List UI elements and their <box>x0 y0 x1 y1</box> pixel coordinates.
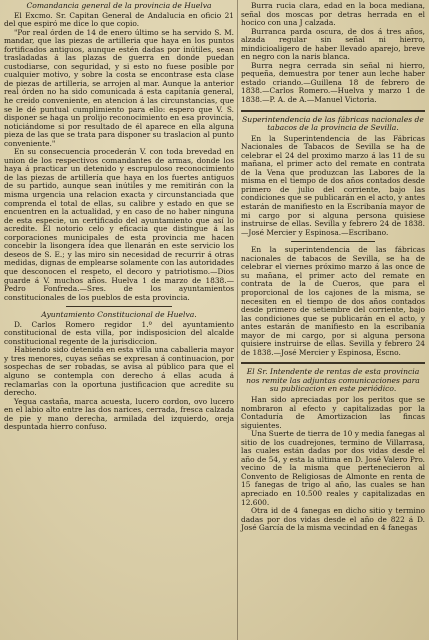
paragraph: En su consecuencia procederán V. con toda brevedad en union de los respectivos comandantes de armas, donde los haya á practicar un detenido y escrupuloso reconocimiento de las piezas de artillería que haya en los fuertes antiguos de su partido, aunque sean inútiles y me remitirán con la misma urgencia una relacion exacta y circunstanciada que comprenda el total de ellas, su calibre y estado en que se encuentren en la actualidad, y en caso de no haber ninguna de esta especie, un certificado del ayuntamiento que así lo acredite. El notorio celo y eficacia que distingue á las corporaciones municipales de esta provincia me hacen concebir la lisongera idea que llenarán en este servicio los deseos de S. E.; y las miro sin necesidad de recurrir á otras medidas, dignas de emplearse solamente con las autoridades que desconocen el respeto, el decoro y patriotismo.—Dios guarde á V. muchos años. Huelva 1 de marzo de 1838.—Pedro Fonfreda.—Sres. de los ayuntamientos constitucionales de los pueblos de esta provincia. <box>4 147 234 302</box>
paragraph: El Excmo. Sr. Capitan General de Andalucia en oficio 21 del que espiró me dice lo que copio. <box>4 10 234 29</box>
paragraph: D. Carlos Romero regidor 1.º del ayuntamiento constitucional de esta villa, por indisposicion del alcalde constitucional regente de la jurisdiccion. <box>4 319 234 346</box>
paragraph: Habiendo sido detenida en esta villa una caballeria mayor y tres menores, cuyas señas se expresan á continuacion, por sospechas de ser robadas, se avisa al público para que el alguno se contempla con derecho á ellas acuda á reclamarlas con la oportuna justificacion que acredite su derecho. <box>4 345 234 398</box>
left-column <box>4 2 234 432</box>
section-heading-intendente: El Sr. Intendente de rentas de esta provincia nos remite las adjuntas comunicaciones para su publicacion en este periódico. <box>246 367 420 394</box>
section-heading-tabacos: Superintendencia de las fábricas nacionales de tabacos de la provincia de Sevilla. <box>242 114 424 133</box>
paragraph: Otra id de 4 fanegas en dicho sitio y termino dadas por dos vidas desde el año de 822 á D. José García de la misma vecindad en 4 fanegas <box>241 506 425 533</box>
column-divider <box>237 0 238 640</box>
separator <box>291 241 376 242</box>
paragraph: Han sido apreciadas por los peritos que se nombraron al efecto y capitalizadas por la Contaduría de Amortizacion las fincas siguientes. <box>241 394 425 430</box>
paragraph: En la superintendencia de las fábricas nacionales de tabacos de Sevilla, se ha de celebrar el viernes próximo marzo á las once de su mañana, el primer acto del remate en contrata de la de Cueros, que para el proporcional de los cajones de la misma, se necesiten en el tiempo de dos años contados desde primero de setiembre del corriente, bajo las condiciones que se publicarán en el acto, y antes estarán de manifiesto en la escribanía mayor de mi cargo, por si alguna persona quisiere instruirse de ellas. Sevilla y febrero 24 de 1838.—José Mercier y Espinosa, Escno. <box>241 245 425 357</box>
section-heading-ayuntamiento: Ayuntamiento Constitucional de Huelva. <box>41 310 197 320</box>
paragraph: Burra negra cerrada sin señal ni hierro, pequeña, demuestra por tener aun leche haber estado criando.—Guillena 18 de febrero de 1838.—Carlos Romero.—Huelva y marzo 1 de 1838.—P. A. de A.—Manuel Victoria. <box>241 60 425 105</box>
separator <box>241 110 425 112</box>
paragraph: Burra rucia clara, edad en la boca mediana, señal dos moscas por detras herrada en el hocico con una J calzada. <box>241 1 425 28</box>
paragraph: Yegua castaña, marca acuesta, lucero cordon, ovo lucero en el labio alto entre las dos narices, cerrada, fresca calzada de pie y mano derecha, armilada del izquierdo, oreja despuntada hierro confuso. <box>4 396 234 432</box>
paragraph: Una Suerte de tierra de 10 y media fanegas al sitio de los cuadrejones, termino de Villarrasa, las cuales están dadas por dos vidas desde el año de 54, y esta la ultima en D. José Valero Pro. vecino de la misma que pertenecieron al Convento de Religiosas de Almonte en renta de 15 fanegas de trigo al año, las cuales se han apreciado en 10.500 reales y capitalizadas en 12.600. <box>241 429 425 507</box>
right-column <box>241 2 425 533</box>
paragraph: En la Superintendencia de las Fábricas Nacionales de Tabacos de Sevilla se ha de celebrar el 24 del proximo marzo á las 11 de su mañana, el primer acto del remate en contrata de la Vena que produzcan las Labores de la misma en el tiempo de dos años contados desde primero de julio del corriente, bajo las condiciones que se publicarán en el acto, y antes estarán de manifiesto en la Escribanía mayor de mi cargo por si alguna persona quisiese instruirse de ellas. Sevilla y febrero 24 de 1838.—José Mercier y Espinosa.—Escribano. <box>241 133 426 237</box>
paragraph: Burranca parda oscura, de dos á tres años, alzada regular sin señal ni hierro, mindicioaligero de haber llevado aparejo, breve en negro con la naris blanca. <box>241 26 425 62</box>
section-heading-comandancia: Comandancia general de la provincia de Huelva <box>26 1 212 10</box>
separator <box>241 362 425 364</box>
quoted-order-paragraph: "Por real órden de 14 de enero último se ha servido S. M. mandar, que las piezas de artilleria que haya en los puntos fortificados antiguos, aunque estén dadas por inútiles, sean trasladadas á las plazas de guerra en donde puedan custodiarse, con seguridad, y si esto no fuese posible por cualquier motivo, y sobre la costa se encontrase esta clase de piezas de artilleria, se arrojen al mar. Aunque la anterior real órden no ha sido comunicada á esta capitanía general, he creido conveniente, en atencion á las circunstancias, que se le dé puntual cumplimiento para ello: espero que V. S. disponer se haga un prolijo reconocimiento en esa provincia, noticiándome si por resultado de él aparece en ella alguna pieza de las que se trata para disponer su traslacion al punto conveniente." <box>4 27 234 148</box>
separator <box>66 306 172 307</box>
